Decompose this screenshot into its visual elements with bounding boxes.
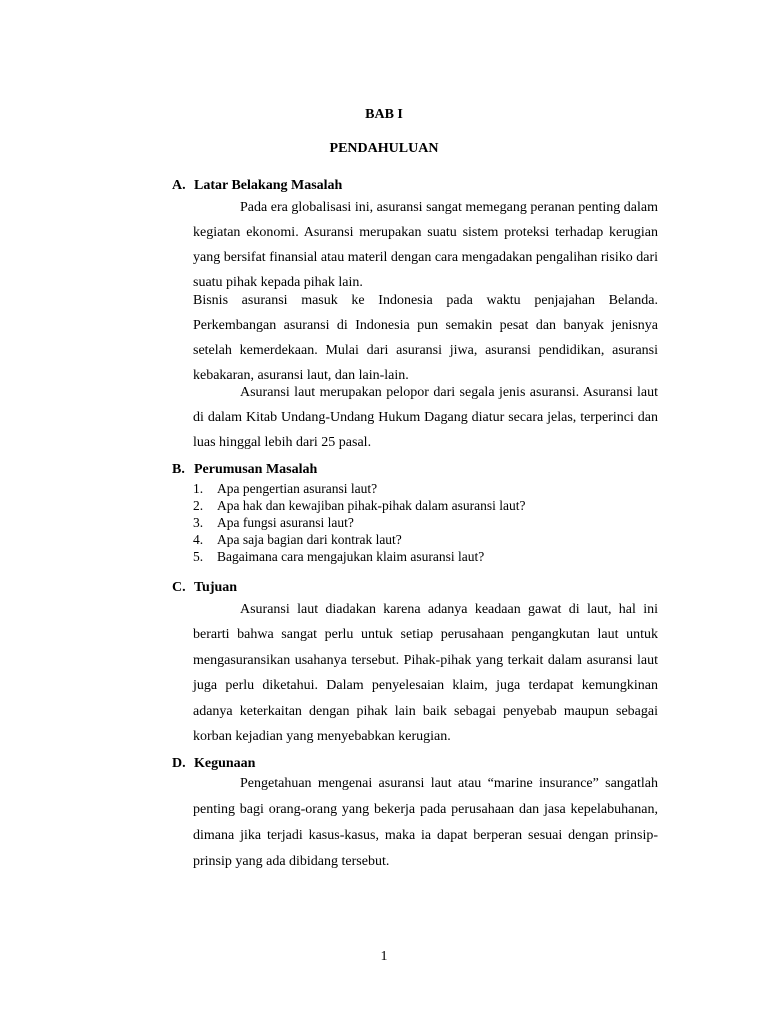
section-a-heading [172,178,342,194]
section-d-heading [172,756,255,772]
section-b-letter: B. [172,462,185,477]
section-d-letter: D. [172,756,186,771]
list-number: 2. [193,498,204,513]
section-c-letter: C. [172,580,186,595]
list-number: 3. [193,515,204,530]
paragraph-text: Pada era globalisasi ini, asuransi sangat memegang peranan penting dalam kegiatan ekonomi. Asuransi merupakan suatu sistem proteksi terhadap kerugian yang bersifat finansial atau materil dengan cara mengadakan pengalihan risiko dari suatu pihak kepada pihak lain. [193,200,658,290]
list-item [193,548,658,565]
section-c-title: Tujuan [194,580,238,595]
paragraph-text: Pengetahuan mengenai asuransi laut atau “marine insurance” sangatlah penting bagi orang-orang yang bekerja pada perusahaan dan jasa kepelabuhanan, dimana jika terjadi kasus-kasus, maka ia dapat berperan sesuai dengan prinsip-prinsip yang ada dibidang tersebut. [193,776,658,869]
paragraph-text: Asuransi laut diadakan karena adanya keadaan gawat di laut, hal ini berarti bahwa sangat perlu untuk setiap perusahaan pengangkutan laut untuk mengasuransikan usahanya tersebut. Pihak-pihak yang terkait dalam asuransi laut juga perlu diketahui. Dalam penyelesaian klaim, juga terdapat kemungkinan adanya keterkaitan dengan pihak lain baik sebagai penyebab maupun sebagai korban kejadian yang menyebabkan kerugian. [193,602,658,745]
section-a-title: Latar Belakang Masalah [194,178,343,193]
list-text: Bagaimana cara mengajukan klaim asuransi laut? [217,549,485,564]
section-a-paragraph-3 [193,380,658,455]
section-d-paragraph [193,771,658,875]
list-number: 5. [193,549,204,564]
section-c-paragraph [193,597,658,749]
problem-list [193,480,658,565]
paragraph-text: Asuransi laut merupakan pelopor dari segala jenis asuransi. Asuransi laut di dalam Kitab Undang-Undang Hukum Dagang diatur secara jelas, terperinci dan luas hinggal lebih dari 25 pasal. [193,385,658,450]
chapter-title: BAB I [365,107,403,122]
paragraph-text: Bisnis asuransi masuk ke Indonesia pada waktu penjajahan Belanda. Perkembangan asuransi di Indonesia pun semakin pesat dan banyak jenisnya setelah kemerdekaan. Mulai dari asuransi jiwa, asuransi pendidikan, asuransi kebakaran, asuransi laut, dan lain-lain. [193,293,658,383]
list-text: Apa fungsi asuransi laut? [217,515,354,530]
section-a-paragraph-2 [193,288,658,388]
section-d-title: Kegunaan [194,756,256,771]
list-text: Apa saja bagian dari kontrak laut? [217,532,402,547]
list-number: 4. [193,532,204,547]
section-a-letter: A. [172,178,186,193]
section-b-title: Perumusan Masalah [194,462,318,477]
list-item [193,531,658,548]
list-text: Apa pengertian asuransi laut? [217,481,378,496]
page-title: PENDAHULUAN [329,141,439,156]
section-a-paragraph-1 [193,195,658,295]
list-item [193,514,658,531]
list-text: Apa hak dan kewajiban pihak-pihak dalam asuransi laut? [217,498,526,513]
section-b-heading [172,462,317,478]
page-number: 1 [380,949,388,964]
list-item [193,480,658,497]
list-number: 1. [193,481,204,496]
section-c-heading [172,580,237,596]
list-item [193,497,658,514]
